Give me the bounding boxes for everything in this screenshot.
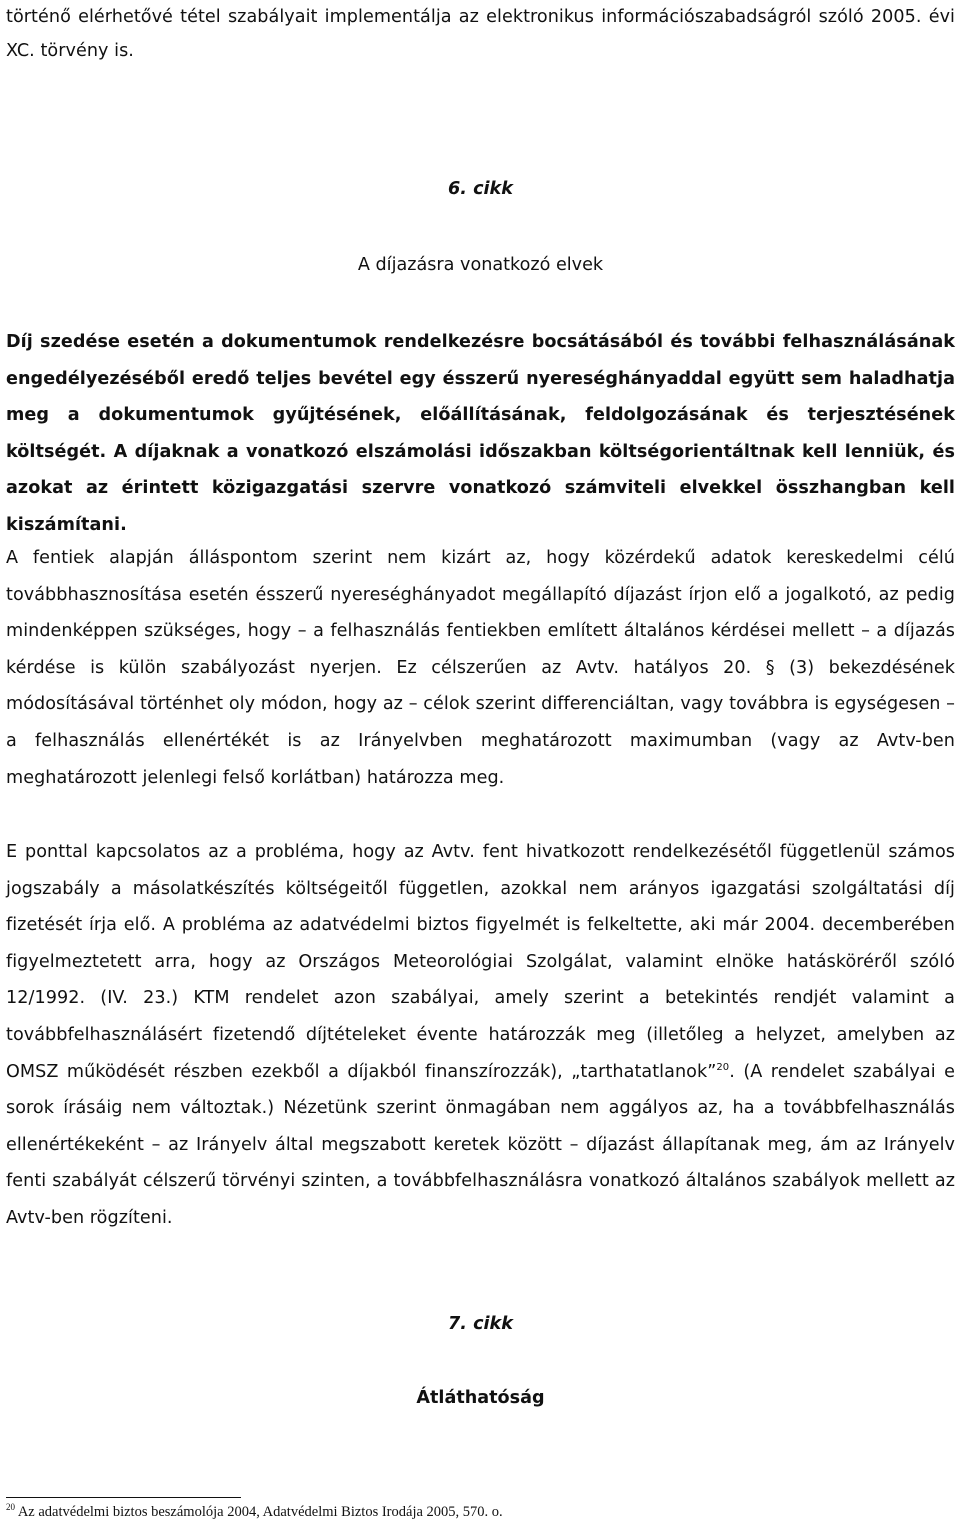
footnote-number: 20 [6, 1502, 15, 1513]
commentary-paragraph-1: A fentiek alapján álláspontom szerint nem kizárt az, hogy közérdekű adatok kereskedelmi célú továbbhasznosítása esetén ésszerű nyereséghányadot megállapító díjazást írjon elő a jogalkotó, az pedig mindenképpen szükséges, hogy – a felhasználás fentiekben említett általános kérdései mellett – a díjazás kérdése is külön szabályozást nyerjen. Ez célszerűen az Avtv. hatályos 20. § (3) bekezdésének módosításával történhet oly módon, hogy az – célok szerint differenciáltan, vagy továbbra is egységesen – a felhasználás ellenértékét is az Irányelvben meghatározott maximumban (vagy az Avtv-ben meghatározott jelenlegi felső korlátban) határozza meg. [6, 548, 955, 788]
article-6-text: Díj szedése esetén a dokumentumok rendelkezésre bocsátásából és további felhasználásának engedélyezéséből eredő teljes bevétel egy ésszerű nyereséghányaddal együtt sem haladhatja meg a dokumentumok gyűjtésének, előállításának, feldolgozásának és terjesztésének költségét. A díjaknak a vonatkozó elszámolási időszakban költségorientáltnak kell lenniük, és azokat az érintett közigazgatási szervre vonatkozó számviteli elvekkel összhangban kell kiszámítani. [6, 332, 955, 535]
footnote-text: Az adatvédelmi biztos beszámolója 2004, Adatvédelmi Biztos Irodája 2005, 570. o. [17, 1504, 503, 1520]
commentary-paragraph-2 [6, 834, 955, 1237]
footnote [6, 1503, 955, 1521]
paragraph-2-text-after-ref: . (A rendelet szabályai e sorok írásáig nem változtak.) Nézetünk szerint önmagában nem aggályos az, ha a továbbfelhasználás ellenértékeként – az Irányelv által megszabott keretek között – díjazást állapítanak meg, ám az Irányelv fenti szabályát célszerű törvényi szinten, a továbbfelhasználásra vonatkozó általános szabályok mellett az Avtv-ben rögzíteni. [6, 1061, 955, 1228]
article-6-title: A díjazásra vonatkozó elvek [357, 255, 604, 275]
footnote-divider [6, 1497, 241, 1498]
article-7-heading: 7. cikk [448, 1314, 513, 1334]
paragraph-2-text-before-ref: E ponttal kapcsolatos az a probléma, hogy az Avtv. fent hivatkozott rendelkezésétől függetlenül számos jogszabály a másolatkészítés költségeitől független, azokkal nem arányos igazgatási szolgáltatási díj fizetését írja elő. A probléma az adatvédelmi biztos figyelmét is felkeltette, aki már 2004. decemberében figyelmeztetett arra, hogy az Országos Meteorológiai Szolgálat, valamint elnöke hatásköréről szóló 12/1992. (IV. 23.) KTM rendelet azon szabályai, amely szerint a betekintés rendjét valamint a továbbfelhasználásért fizetendő díjtételeket évente határozzák meg (illetőleg a helyzet, amelyben az OMSZ működését részben ezekből a díjakból finanszírozzák), „tarthatatlanok” [6, 842, 955, 1082]
article-7-title: Átláthatóság [416, 1388, 545, 1408]
article-6-heading: 6. cikk [448, 179, 513, 199]
top-paragraph: történő elérhetővé tétel szabályait implementálja az elektronikus információszabadságról szóló 2005. évi XC. törvény is. [6, 7, 955, 61]
footnote-reference[interactable]: 20 [716, 1061, 730, 1073]
